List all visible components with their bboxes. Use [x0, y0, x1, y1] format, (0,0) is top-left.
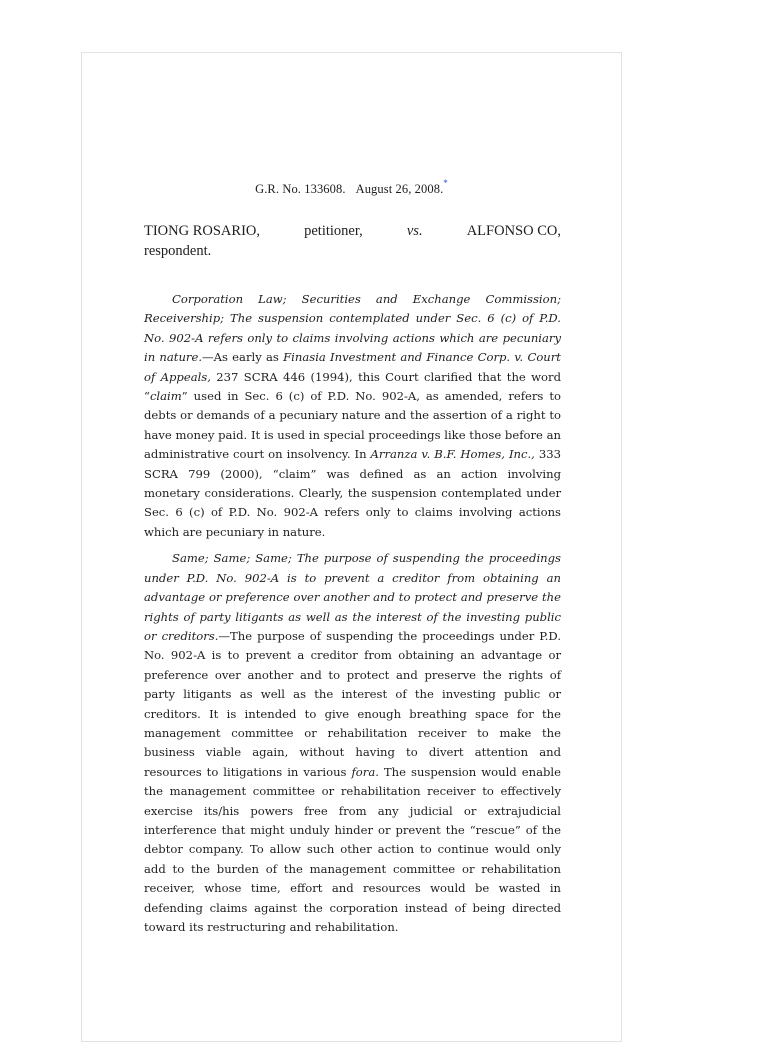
case-number: G.R. No. 133608.: [255, 182, 346, 197]
petitioner-name: TIONG ROSARIO,: [144, 223, 260, 239]
respondent-role: respondent.: [144, 243, 212, 259]
syllabus-2-text: —The purpose of suspending the proceedings under P.D. No. 902-A is to prevent a creditor from obtaining an advantage or preference over another and to protect and preserve the rights of party litigants as well as the interest of the investing public or creditors. It is intended to give enough breathing space for the management committee or rehabilitation receiver to make the business viable again, without having to divert attention and resources to litigations in various: [144, 628, 561, 779]
syllabus-1-headnote: Corporation Law; Securities and Exchange Commission; Receivership; The suspension contemplated under Sec. 6 (c) of P.D. No. 902-A refers only to claims involving actions which are pecuniary in nature.: [144, 292, 561, 365]
syllabus-2-headnote: Same; Same; Same; The purpose of suspending the proceedings under P.D. No. 902-A is to prevent a creditor from obtaining an advantage or preference over another and to protect and preserve the rights of party litigants as well as the interest of the investing public or creditors.: [144, 551, 561, 643]
case-citation-arranza: Arranza v. B.F. Homes, Inc.,: [370, 447, 535, 462]
syllabus-paragraph-1: [144, 290, 561, 542]
petitioner-role: petitioner,: [304, 223, 363, 239]
document-page: [81, 52, 622, 1042]
syllabus-1-text: 237 SCRA 446 (1994), this Court clarified that the word “: [144, 369, 561, 404]
claim-term: claim: [149, 389, 182, 404]
case-date: August 26, 2008.: [355, 182, 444, 197]
case-citation-finasia: Finasia Investment and Finance Corp. v. Court of Appeals,: [144, 350, 561, 384]
case-parties: [144, 221, 561, 261]
footnote-mark[interactable]: *: [443, 178, 448, 188]
versus-label: vs.: [406, 223, 423, 239]
syllabus-2-text: . The suspension would enable the management committee or rehabilitation receiver to effectively exercise its/his powers free from any judicial or extrajudicial interference that might unduly hinder or prevent the “rescue” of the debtor company. To allow such other action to continue would only add to the burden of the management committee or rehabilitation receiver, whose time, effort and resources would be wasted in defending claims against the corporation instead of being directed toward its restructuring and rehabilitation.: [144, 764, 561, 934]
syllabus-1-text: ” used in Sec. 6 (c) of P.D. No. 902-A, as amended, refers to debts or demands of a pecuniary nature and the assertion of a right to have money paid. It is used in special proceedings like those before an administrative court on insolvency. In: [144, 389, 561, 462]
fora-term: fora: [351, 764, 376, 779]
syllabus: [144, 290, 561, 944]
case-header: [82, 180, 621, 197]
syllabus-paragraph-2: [144, 549, 561, 937]
syllabus-1-text: —As early as: [202, 350, 284, 365]
syllabus-1-text: 333 SCRA 799 (2000), “claim” was defined as an action involving monetary considerations. Clearly, the suspension contemplated under Sec. 6 (c) of P.D. No. 902-A refers only to claims involving actions which are pecuniary in nature.: [144, 447, 561, 539]
respondent-name: ALFONSO CO,: [466, 223, 561, 239]
